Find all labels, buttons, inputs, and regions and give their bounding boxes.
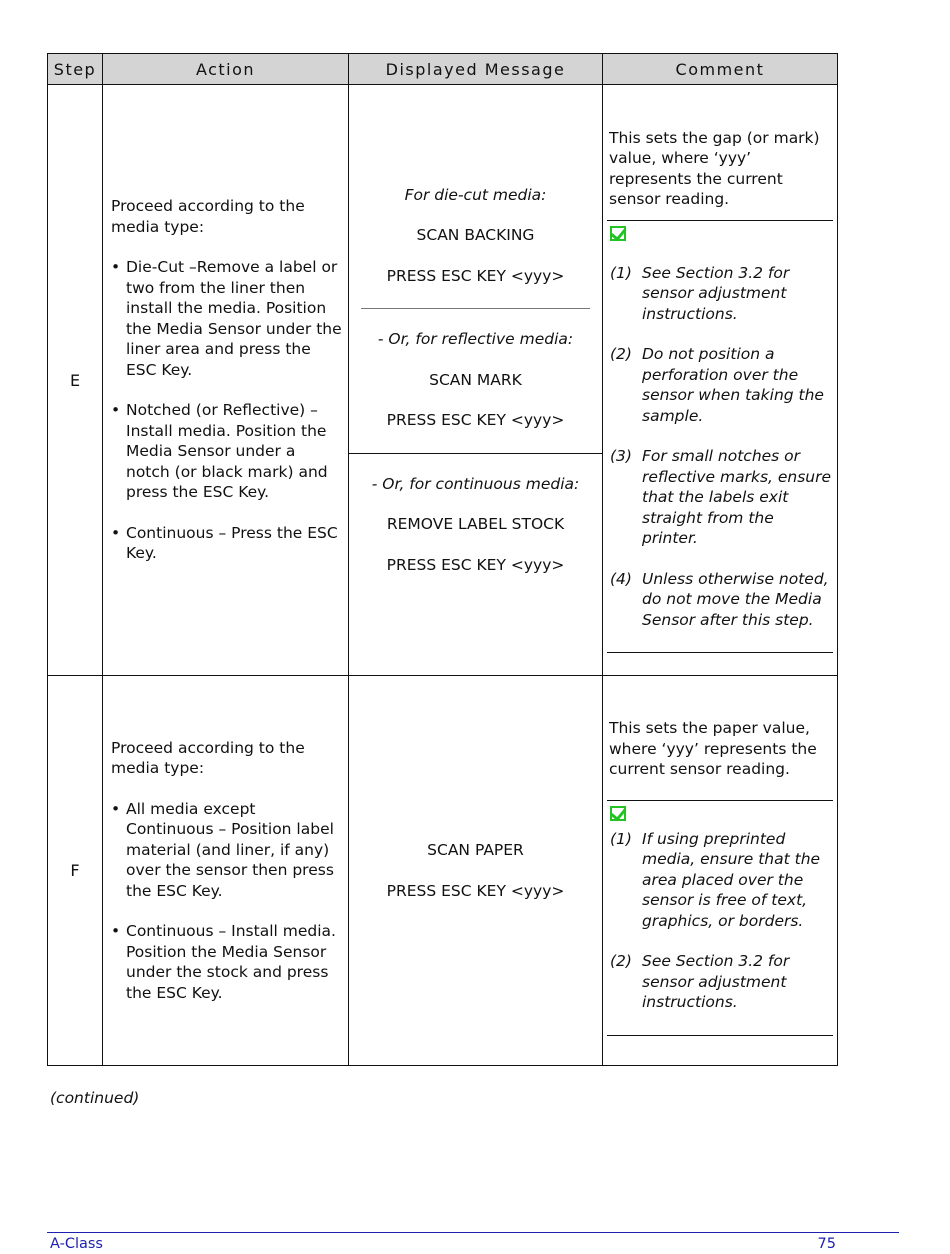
- note-number: (2): [610, 952, 632, 971]
- procedure-table: [47, 53, 838, 1066]
- message-line: SCAN PAPER: [427, 841, 524, 859]
- comment-note: [610, 569, 833, 631]
- table-row-f: [48, 676, 838, 1066]
- message-divider: [361, 308, 590, 309]
- message-line: PRESS ESC KEY <yyy>: [386, 881, 565, 900]
- step-cell: F: [48, 676, 103, 1066]
- table-header-row: [48, 54, 838, 85]
- message-line: PRESS ESC KEY <yyy>: [386, 555, 565, 574]
- comment-cell: [603, 85, 838, 676]
- continued-note: (continued): [50, 1089, 140, 1107]
- message-line: REMOVE LABEL STOCK: [386, 515, 565, 534]
- header-step: Step: [48, 54, 103, 85]
- note-number: (1): [610, 263, 632, 282]
- comment-text: This sets the paper value, where ‘yyy’ represents the current sensor reading.: [609, 719, 817, 779]
- green-checkbox-icon: [610, 806, 626, 821]
- green-checkbox-icon: [610, 226, 626, 241]
- footer-rule: [47, 1232, 899, 1233]
- action-intro: Proceed according to the media type:: [111, 738, 305, 778]
- message-lead: For die-cut media:: [404, 185, 547, 204]
- action-bullet: • All media except Continuous – Position label material (and liner, if any) over the sensor then press the ESC Key.: [111, 799, 342, 902]
- comment-cell: [603, 676, 838, 1066]
- action-bullet: • Continuous – Install media. Position the Media Sensor under the stock and press the ESC Key.: [111, 921, 342, 1003]
- action-cell: [103, 85, 349, 676]
- comment-note: [610, 446, 833, 549]
- note-text: For small notches or reflective marks, ensure that the labels exit straight from the printer.: [642, 447, 832, 548]
- action-intro: Proceed according to the media type:: [111, 197, 305, 236]
- message-cell: [349, 676, 603, 1066]
- comment-rule: [607, 1035, 833, 1036]
- message-lead: - Or, for continuous media:: [371, 474, 580, 493]
- comment-note: [610, 829, 833, 932]
- note-text: Do not position a perforation over the sensor when taking the sample.: [642, 345, 824, 425]
- comment-notes: [603, 221, 837, 631]
- message-divider: [349, 453, 602, 454]
- comment-rule: [607, 652, 833, 653]
- comment-text: This sets the gap (or mark) value, where ‘yyy’ represents the current sensor reading.: [609, 128, 820, 209]
- note-text: Unless otherwise noted, do not move the Media Sensor after this step.: [642, 569, 829, 629]
- message-line: PRESS ESC KEY <yyy>: [386, 411, 565, 430]
- message-cell: [349, 85, 603, 676]
- note-number: (4): [610, 569, 632, 588]
- note-number: (1): [610, 829, 632, 848]
- action-bullet: • Continuous – Press the ESC Key.: [111, 523, 342, 564]
- note-text: If using preprinted media, ensure that the area placed over the sensor is free of text, graphics, or borders.: [642, 829, 821, 930]
- message-lead: - Or, for reflective media:: [377, 330, 574, 349]
- action-bullet-list: [111, 799, 342, 1004]
- comment-note: [610, 951, 833, 1013]
- footer-page-number: 75: [817, 1236, 836, 1252]
- note-text: See Section 3.2 for sensor adjustment instructions.: [642, 952, 790, 1012]
- comment-notes: [603, 801, 837, 1013]
- footer-product-name: A-Class: [50, 1236, 103, 1252]
- header-comment: Comment: [603, 54, 838, 85]
- action-bullet: • Notched (or Reflective) – Install media. Position the Media Sensor under a notch (or black mark) and press the ESC Key.: [111, 400, 342, 503]
- message-line: SCAN MARK: [429, 370, 522, 389]
- action-bullet: • Die-Cut –Remove a label or two from the liner then install the media. Position the Media Sensor under the liner area and press the ESC Key.: [111, 257, 342, 380]
- message-line: SCAN BACKING: [416, 226, 535, 245]
- note-number: (3): [610, 447, 632, 466]
- step-cell: E: [48, 85, 103, 676]
- note-number: (2): [610, 345, 632, 364]
- comment-note: [610, 344, 833, 426]
- note-text: See Section 3.2 for sensor adjustment instructions.: [642, 263, 790, 323]
- header-action: Action: [103, 54, 349, 85]
- table-row-e: [48, 85, 838, 676]
- comment-note: [610, 263, 833, 325]
- message-line: PRESS ESC KEY <yyy>: [386, 266, 565, 285]
- action-bullet-list: [111, 257, 342, 564]
- action-cell: [103, 676, 349, 1066]
- header-displayed-message: Displayed Message: [349, 54, 603, 85]
